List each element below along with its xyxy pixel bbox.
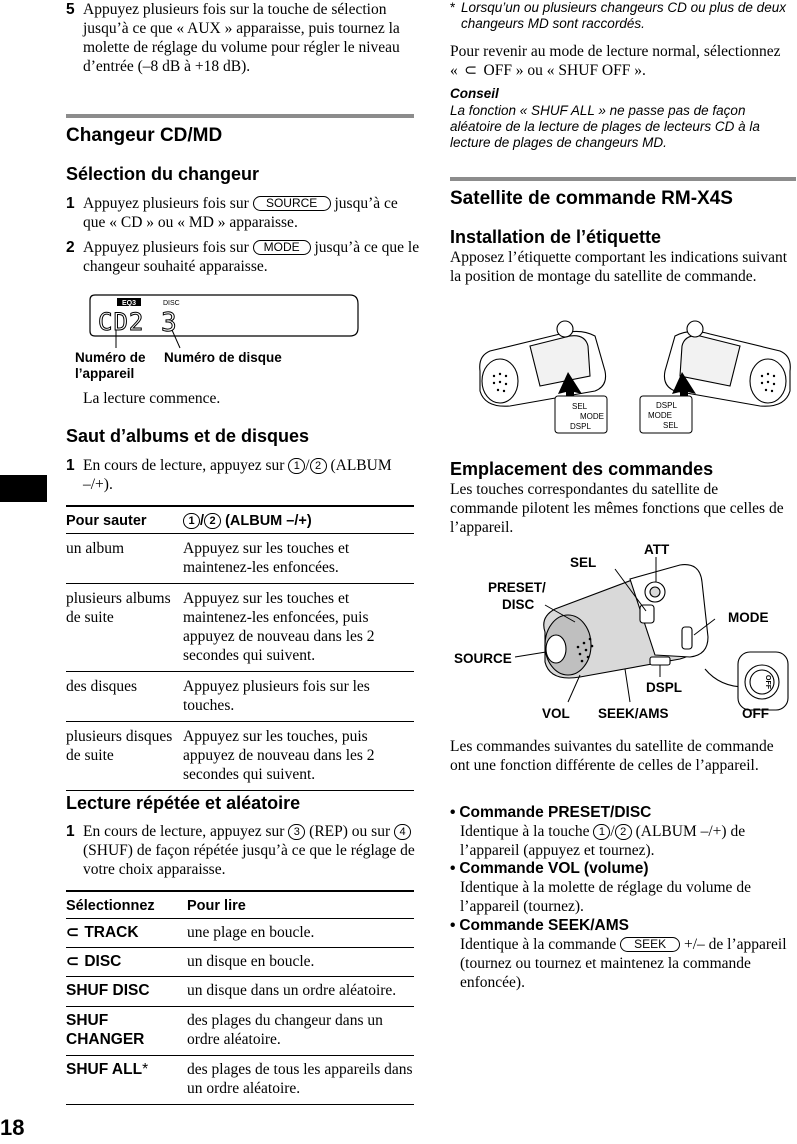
section-title-changer: Changeur CD/MD xyxy=(66,114,414,147)
step-number: 1 xyxy=(66,195,75,212)
step-text-pre: En cours de lecture, appuyez sur xyxy=(83,823,285,840)
step-number: 2 xyxy=(66,239,75,256)
eq-badge: EQ3 xyxy=(121,300,137,307)
heading-changer-selection: Sélection du changeur xyxy=(66,164,260,184)
table-cell: SHUF DISC xyxy=(66,981,150,999)
table-row xyxy=(66,976,414,1006)
bullet-body xyxy=(450,822,796,860)
step-text-mid: (REP) ou sur xyxy=(309,823,391,840)
text-post: OFF » ou « SHUF OFF ». xyxy=(483,62,646,79)
dspl-label: DSPL xyxy=(646,680,683,695)
off-label: OFF xyxy=(742,706,769,721)
label-install-text: Apposez l’étiquette comportant les indications suivant la position de montage du satellite de commande. xyxy=(450,249,788,285)
disc-number-display: 3 xyxy=(161,308,177,338)
heading-controls-location: Emplacement des commandes xyxy=(450,459,714,479)
step-text-post: (SHUF) de façon répétée jusqu’à ce que le réglage de votre choix apparaisse. xyxy=(83,842,415,878)
sel-label: SEL xyxy=(570,555,597,570)
remote-label-illustration xyxy=(470,316,797,441)
bullet-preset-disc xyxy=(450,803,796,860)
heading-skip: Saut d’albums et de disques xyxy=(66,426,310,446)
table-cell: un album xyxy=(66,539,125,557)
bullet-body: Identique à la molette de réglage du volume de l’appareil (tournez). xyxy=(460,879,751,915)
table-row xyxy=(66,947,414,976)
text-post: (ALBUM –/+) de l’appareil (appuyez et tournez). xyxy=(460,823,746,859)
preset-label: PRESET/ xyxy=(488,580,546,595)
text-pre: Pour revenir au mode de lecture normal, sélectionnez « xyxy=(450,43,781,79)
table-cell: une plage en boucle. xyxy=(187,923,315,941)
step-5 xyxy=(66,0,423,76)
text-pre: Identique à la touche xyxy=(460,823,590,840)
table-cell: des disques xyxy=(66,677,138,695)
table-cell: Appuyez plusieurs fois sur les touches. xyxy=(183,677,370,714)
text-post: +/– de l’appareil (tournez ou tournez et maintenez la commande enfoncée). xyxy=(460,936,787,991)
bullet-body xyxy=(450,935,796,992)
text-pre: Identique à la commande xyxy=(460,936,617,953)
seek-ams-label: SEEK/AMS xyxy=(598,706,669,721)
table-cell: des plages de tous les appareils dans un ordre aléatoire. xyxy=(187,1060,413,1097)
table-cell: Appuyez sur les touches et maintenez-les enfoncées, puis appuyez de nouveau dans les 2 secondes qui suivent. xyxy=(183,589,375,664)
table-cell xyxy=(66,918,187,947)
disc-label: DISC xyxy=(502,597,535,612)
section-title-satellite: Satellite de commande RM-X4S xyxy=(450,177,796,210)
repeat-icon: ⊂ xyxy=(66,952,79,970)
label-dspl: DSPL xyxy=(570,422,591,431)
option-label: TRACK xyxy=(84,923,139,941)
step-number: 1 xyxy=(66,457,75,474)
label-unit-number: Numéro de l’appareil xyxy=(75,350,146,381)
vol-label: VOL xyxy=(542,706,570,721)
different-functions-text: Les commandes suivantes du satellite de commande ont une fonction différente de celles de l’appareil. xyxy=(450,738,774,774)
label-dspl: DSPL xyxy=(656,401,677,410)
att-label: ATT xyxy=(644,542,670,557)
tip-title: Conseil xyxy=(450,86,499,101)
slash: / xyxy=(305,457,310,474)
sel-step-1 xyxy=(66,194,423,232)
source-key-icon: SOURCE xyxy=(253,196,331,211)
key-1-icon: 1 xyxy=(183,513,200,529)
table-row xyxy=(66,721,414,790)
table-cell: SHUF CHANGER xyxy=(66,1011,145,1048)
table-row xyxy=(66,671,414,721)
repeat-icon: ⊂ xyxy=(464,62,478,79)
table-row xyxy=(66,533,414,583)
key-2-icon: 2 xyxy=(204,513,221,529)
footnote xyxy=(450,0,797,32)
table-cell: Appuyez sur les touches, puis appuyez de nouveau dans les 2 secondes qui suivent. xyxy=(183,727,375,783)
table-header-row xyxy=(66,891,414,918)
label-sel: SEL xyxy=(572,402,588,411)
table-cell: plusieurs albums de suite xyxy=(66,589,171,626)
table-cell: un disque en boucle. xyxy=(187,952,315,970)
footnote-text: Lorsqu’un ou plusieurs changeurs CD ou plus de deux changeurs MD sont raccordés. xyxy=(461,0,786,31)
label-disc-number: Numéro de disque xyxy=(164,350,282,365)
column-header: Pour lire xyxy=(187,898,246,914)
seek-key-icon: SEEK xyxy=(620,937,680,952)
bullet-title: Commande SEEK/AMS xyxy=(459,917,629,934)
bullet: • xyxy=(450,804,456,821)
sel-step-2 xyxy=(66,238,423,276)
table-row xyxy=(66,918,414,947)
label-sel: SEL xyxy=(663,421,679,430)
playback-start-text: La lecture commence. xyxy=(83,390,221,407)
column-header: Sélectionnez xyxy=(66,898,155,914)
table-cell: plusieurs disques de suite xyxy=(66,727,173,764)
page-tab-marker xyxy=(0,475,47,502)
skip-table xyxy=(66,505,414,791)
table-cell xyxy=(66,1055,187,1104)
step-text-pre: Appuyez plusieurs fois sur xyxy=(83,195,249,212)
footnote-marker: * xyxy=(142,1060,149,1078)
skip-step-1 xyxy=(66,456,423,494)
disc-indicator: DISC xyxy=(163,300,180,307)
step-number: 1 xyxy=(66,823,75,840)
step-text-post: jusqu’à ce que le changeur souhaité apparaisse. xyxy=(83,239,420,275)
key-3-icon: 3 xyxy=(288,824,305,840)
mode-key-icon: MODE xyxy=(253,240,311,255)
column-header: Pour sauter xyxy=(66,513,147,529)
bullet-vol xyxy=(450,859,796,916)
column-header xyxy=(183,506,414,533)
step-number: 5 xyxy=(66,1,75,18)
table-cell xyxy=(66,947,187,976)
repeat-step-1 xyxy=(66,822,425,879)
bullet: • xyxy=(450,860,456,877)
step-text-pre: En cours de lecture, appuyez sur xyxy=(83,457,285,474)
page-number: 18 xyxy=(0,1115,25,1140)
step-text: Appuyez plusieurs fois sur la touche de sélection jusqu’à ce que « AUX » apparaisse, puis tournez la molette de réglage du volume pour régler le niveau d’entrée (–8 dB à +18 dB). xyxy=(83,1,400,75)
label-mode: MODE xyxy=(580,412,604,421)
label-mode: MODE xyxy=(648,411,672,420)
tip-text: La fonction « SHUF ALL » ne passe pas de façon aléatoire de la lecture de plages de lecteurs CD à la lecture de plages de changeurs MD. xyxy=(450,103,760,150)
step-text-post: jusqu’à ce que « CD » ou « MD » apparaisse. xyxy=(83,195,398,231)
key-1-icon: 1 xyxy=(288,458,305,474)
slash: / xyxy=(200,513,205,529)
table-cell: Appuyez sur les touches et maintenez-les enfoncées. xyxy=(183,539,350,576)
return-normal-text xyxy=(450,42,790,80)
bullet-title: Commande PRESET/DISC xyxy=(459,804,652,821)
step-text-pre: Appuyez plusieurs fois sur xyxy=(83,239,249,256)
key-4-icon: 4 xyxy=(394,824,411,840)
table-row xyxy=(66,1006,414,1055)
option-label: SHUF ALL xyxy=(66,1060,143,1078)
key-1-icon: 1 xyxy=(593,824,610,840)
table-cell: un disque dans un ordre aléatoire. xyxy=(187,981,397,999)
repeat-table xyxy=(66,890,414,1105)
key-2-icon: 2 xyxy=(615,824,632,840)
option-label: DISC xyxy=(84,952,122,970)
mode-label: MODE xyxy=(728,610,769,625)
table-row xyxy=(66,583,414,671)
table-row xyxy=(66,1055,414,1104)
header-text: (ALBUM –/+) xyxy=(225,513,312,529)
slash: / xyxy=(610,823,615,840)
step-text-post: (ALBUM –/+). xyxy=(83,457,392,493)
remote-controls-diagram xyxy=(450,537,796,727)
off-button-text: OFF xyxy=(764,675,771,689)
bullet-title: Commande VOL (volume) xyxy=(459,860,649,877)
source-label: SOURCE xyxy=(454,651,512,666)
repeat-icon: ⊂ xyxy=(66,923,79,941)
table-cell: des plages du changeur dans un ordre aléatoire. xyxy=(187,1011,383,1048)
heading-repeat-shuffle: Lecture répétée et aléatoire xyxy=(66,793,301,813)
heading-label-install: Installation de l’étiquette xyxy=(450,227,662,247)
controls-location-text: Les touches correspondantes du satellite de commande pilotent les mêmes fonctions que celles de l’appareil. xyxy=(450,481,784,536)
key-2-icon: 2 xyxy=(310,458,327,474)
table-header-row xyxy=(66,506,414,533)
unit-number-display: CD2 xyxy=(98,308,145,336)
bullet-seek-ams xyxy=(450,916,796,992)
bullet: • xyxy=(450,917,456,934)
footnote-marker: * xyxy=(450,0,456,15)
